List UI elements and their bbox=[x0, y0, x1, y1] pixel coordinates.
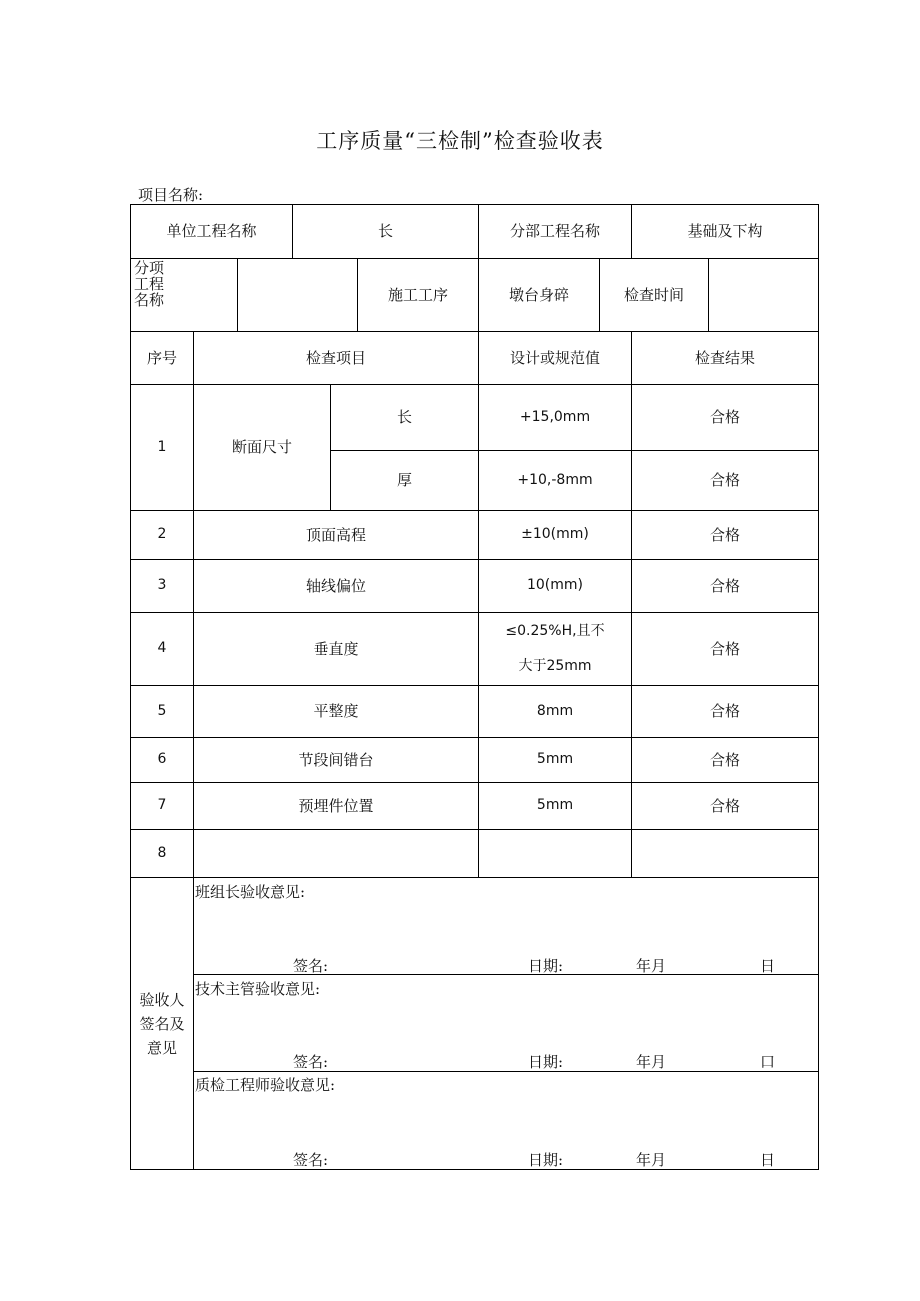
team-leader-date-label: 日期: bbox=[528, 957, 564, 975]
row-5-no: 5 bbox=[157, 702, 167, 719]
row-4-spec-line-2: 大于25mm bbox=[518, 658, 592, 674]
row-8-result bbox=[632, 830, 818, 877]
row-3-item: 轴线偏位 bbox=[305, 576, 366, 595]
row-8-item bbox=[194, 830, 478, 877]
row-1-sub-2-name: 厚 bbox=[396, 471, 412, 490]
acceptance-label bbox=[131, 878, 193, 1169]
row-7-result: 合格 bbox=[709, 796, 740, 815]
process-value: 墩台身碎 bbox=[508, 285, 569, 304]
qc-engineer-date-label: 日期: bbox=[528, 1151, 564, 1169]
row-6-item: 节段间错台 bbox=[298, 750, 374, 769]
unit-project-label: 单位工程名称 bbox=[166, 222, 257, 241]
qc-engineer-year-month: 年月 bbox=[636, 1151, 667, 1169]
row-4-spec-line-1: ≤0.25%H,且不 bbox=[505, 623, 605, 639]
tech-supervisor-date-label: 日期: bbox=[528, 1053, 564, 1071]
check-time-value bbox=[709, 259, 818, 331]
check-time-label: 检查时间 bbox=[623, 285, 684, 304]
row-1-item: 断面尺寸 bbox=[231, 438, 292, 457]
row-5-result: 合格 bbox=[709, 702, 740, 721]
item-project-label: 分项 工程 名称 bbox=[134, 259, 165, 309]
row-3-no: 3 bbox=[157, 577, 167, 594]
team-leader-sign-label: 签名: bbox=[293, 957, 329, 975]
row-2-no: 2 bbox=[157, 526, 167, 543]
project-name-label: 项目名称: bbox=[138, 186, 204, 204]
row-3-result: 合格 bbox=[709, 576, 740, 595]
qc-engineer-sign-label: 签名: bbox=[293, 1151, 329, 1169]
tech-supervisor-opinion-label: 技术主管验收意见: bbox=[195, 980, 321, 998]
row-1-sub-2-spec: +10,-8mm bbox=[517, 471, 593, 488]
qc-engineer-day: 日 bbox=[760, 1151, 776, 1169]
acceptance-label-line-1: 验收人 bbox=[139, 990, 185, 1009]
column-header-item: 检查项目 bbox=[305, 348, 366, 367]
row-5-spec: 8mm bbox=[536, 702, 574, 719]
column-header-no: 序号 bbox=[146, 348, 177, 367]
row-1-sub-1-result: 合格 bbox=[709, 408, 740, 427]
tech-supervisor-year-month: 年月 bbox=[636, 1053, 667, 1071]
row-5-item: 平整度 bbox=[313, 702, 359, 721]
acceptance-label-line-2: 签名及 bbox=[139, 1014, 185, 1033]
column-header-result: 检查结果 bbox=[694, 348, 755, 367]
process-label: 施工工序 bbox=[387, 285, 448, 304]
column-header-spec: 设计或规范值 bbox=[509, 348, 600, 367]
tech-supervisor-day: 口 bbox=[760, 1053, 776, 1071]
row-7-item: 预埋件位置 bbox=[298, 796, 374, 815]
division-label: 分部工程名称 bbox=[509, 222, 600, 241]
unit-project-value: 长 bbox=[377, 222, 393, 241]
row-6-result: 合格 bbox=[709, 750, 740, 769]
row-4-no: 4 bbox=[157, 640, 167, 657]
team-leader-year-month: 年月 bbox=[636, 957, 667, 975]
row-2-spec: ±10(mm) bbox=[521, 526, 589, 543]
row-1-sub-1-name: 长 bbox=[396, 408, 412, 427]
row-7-no: 7 bbox=[157, 797, 167, 814]
division-value: 基础及下构 bbox=[687, 222, 763, 241]
row-4-spec bbox=[479, 613, 631, 685]
qc-engineer-opinion-label: 质检工程师验收意见: bbox=[195, 1076, 336, 1094]
row-6-no: 6 bbox=[157, 751, 167, 768]
row-2-result: 合格 bbox=[709, 525, 740, 544]
row-2-item: 顶面高程 bbox=[305, 525, 366, 544]
page-title: 工序质量“三检制”检查验收表 bbox=[316, 129, 604, 153]
row-1-sub-1-spec: +15,0mm bbox=[519, 408, 591, 425]
row-1-sub-2-result: 合格 bbox=[709, 471, 740, 490]
row-8-no: 8 bbox=[157, 844, 167, 861]
team-leader-day: 日 bbox=[760, 957, 776, 975]
row-7-spec: 5mm bbox=[536, 797, 574, 814]
row-8-spec bbox=[479, 830, 631, 877]
row-6-spec: 5mm bbox=[536, 751, 574, 768]
row-1-no: 1 bbox=[157, 438, 167, 455]
item-project-value bbox=[238, 259, 357, 331]
tech-supervisor-sign-label: 签名: bbox=[293, 1053, 329, 1071]
team-leader-opinion-label: 班组长验收意见: bbox=[195, 883, 306, 901]
acceptance-label-line-3: 意见 bbox=[146, 1038, 177, 1057]
row-3-spec: 10(mm) bbox=[526, 577, 583, 594]
row-4-result: 合格 bbox=[709, 639, 740, 658]
row-4-item: 垂直度 bbox=[313, 639, 359, 658]
